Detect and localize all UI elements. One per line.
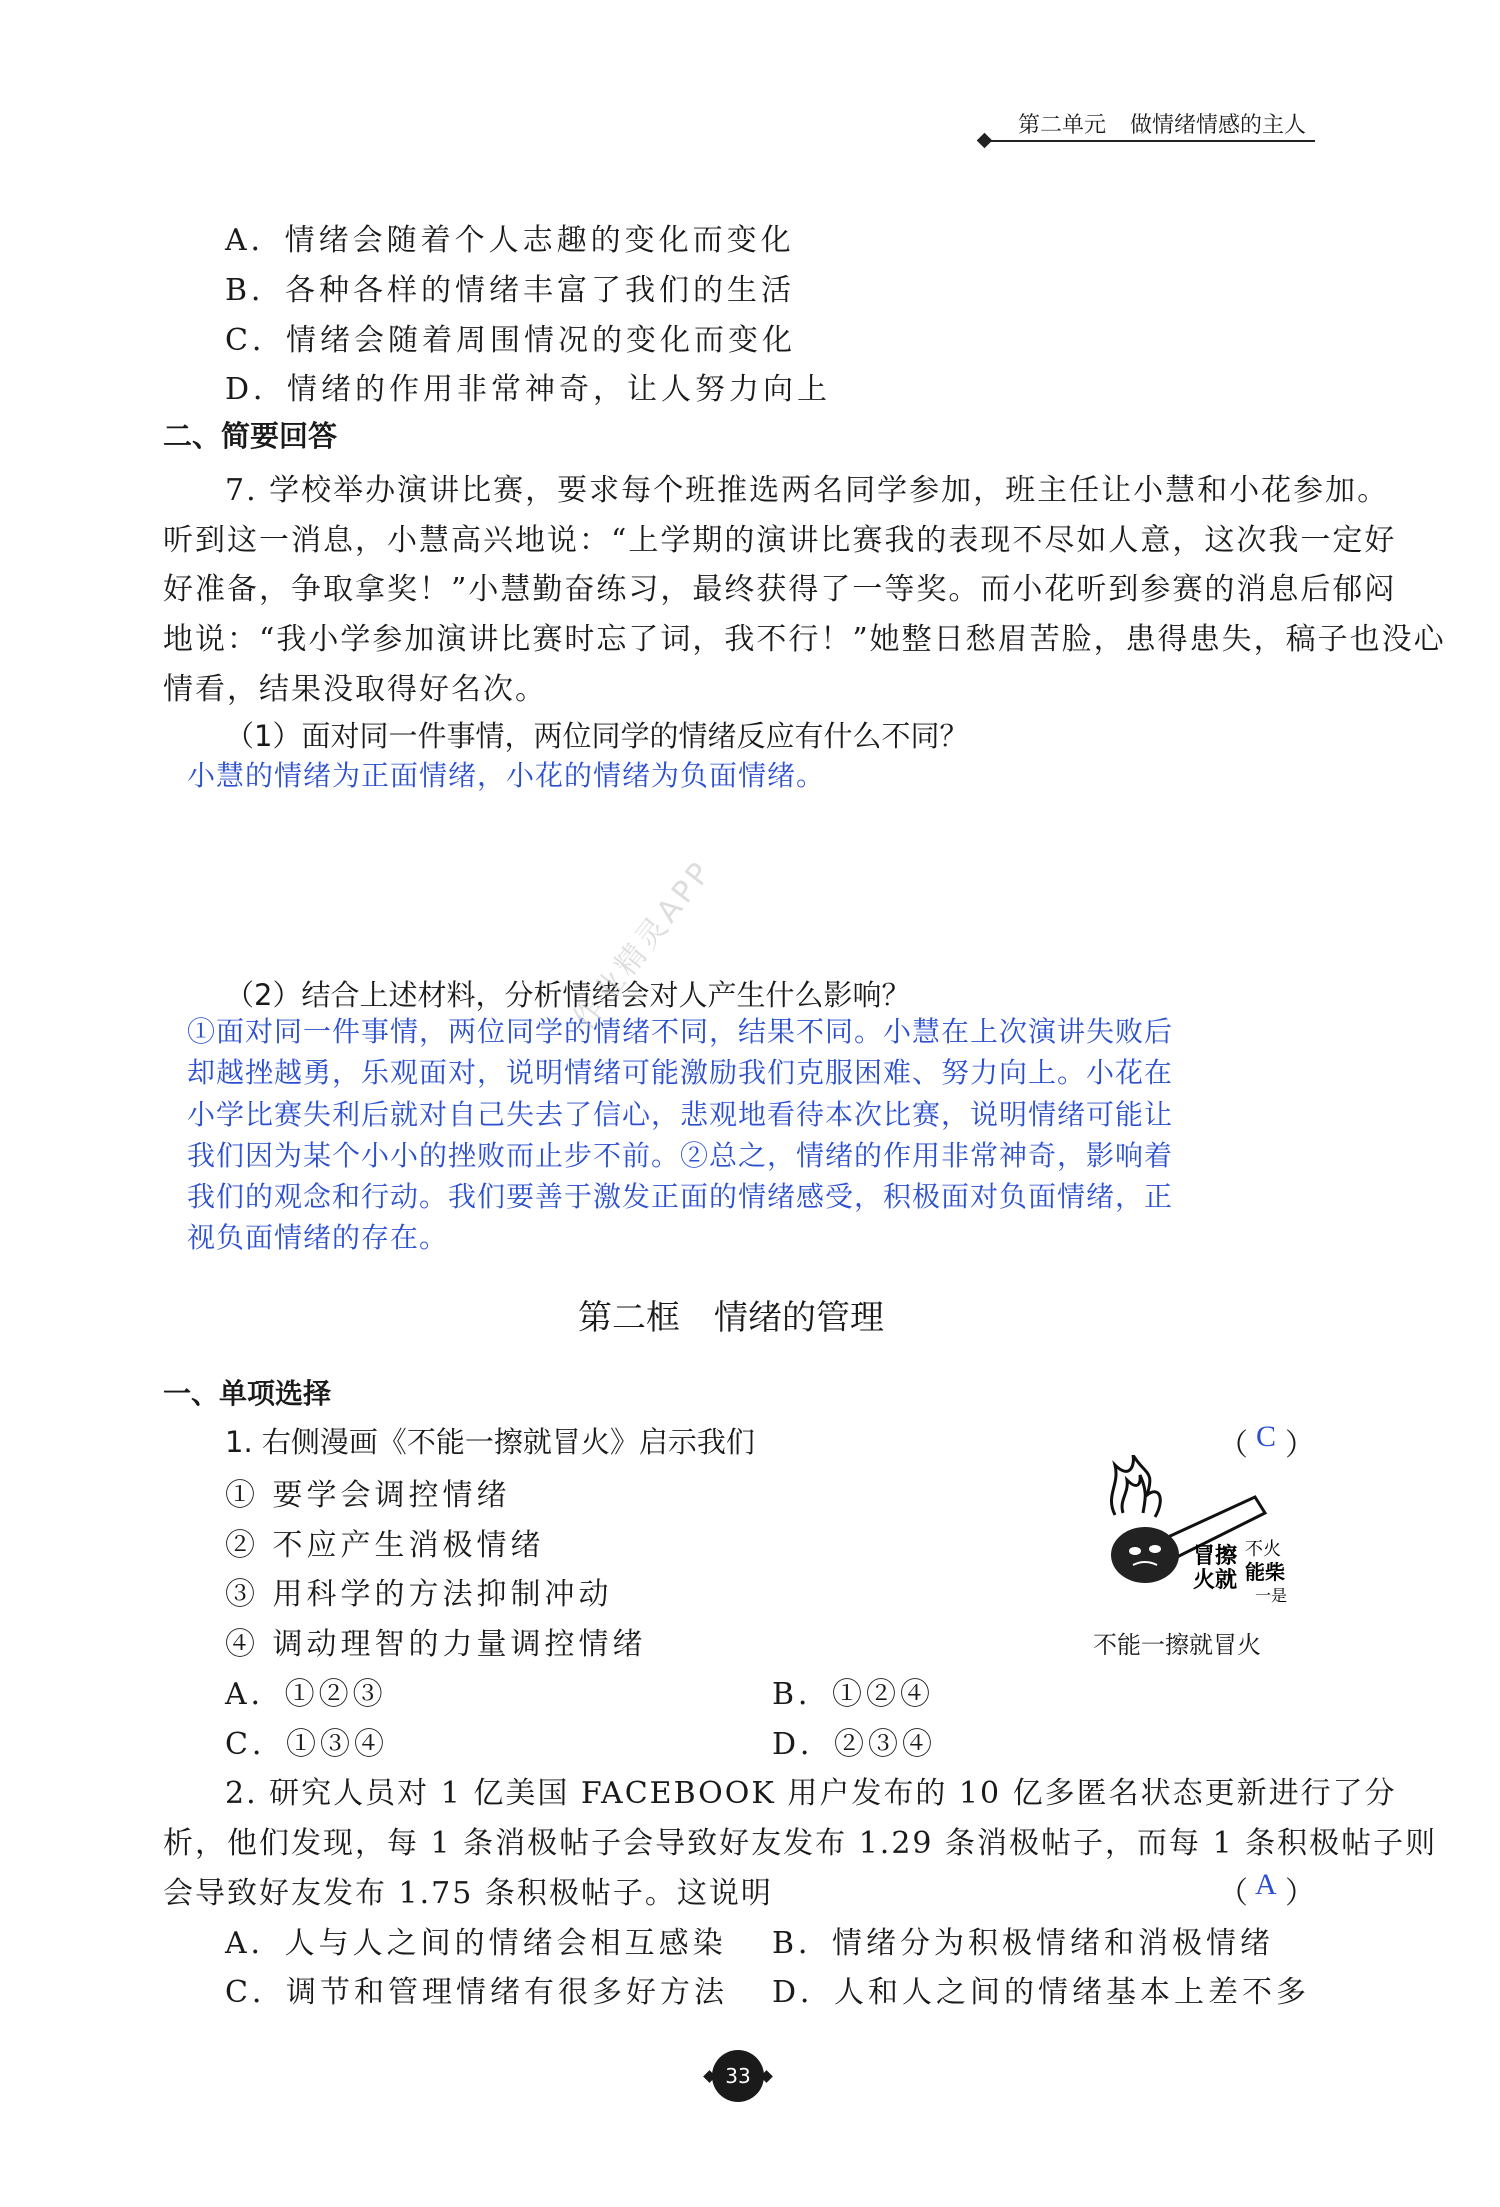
prev-option-c: C．情绪会随着周围情况的变化而变化 (225, 323, 796, 358)
prev-option-b: B．各种各样的情绪丰富了我们的生活 (225, 273, 796, 308)
q2-option-b: B．情绪分为积极情绪和消极情绪 (772, 1926, 1275, 1961)
q2-option-a: A．人与人之间的情绪会相互感染 (225, 1926, 727, 1961)
cartoon-text-3: 不火 (1245, 1539, 1281, 1560)
q7-line-5: 情看，结果没取得好名次。 (163, 672, 547, 707)
match-cartoon (1085, 1455, 1315, 1605)
q2-answer: A (1255, 1868, 1277, 1901)
header-title: 做情绪情感的主人 (1130, 113, 1307, 138)
q7-line-2: 听到这一消息，小慧高兴地说：“上学期的演讲比赛我的表现不尽如人意，这次我一定好 (163, 523, 1397, 558)
q7-line-1: 7. 学校举办演讲比赛，要求每个班推选两名同学参加，班主任让小慧和小花参加。 (225, 473, 1390, 508)
q7-answer2-line-4: 我们因为某个小小的挫败而止步不前。②总之，情绪的作用非常神奇，影响着 (187, 1139, 1174, 1172)
q2-paren-close: ） (1285, 1876, 1317, 1911)
q1-option-c: C．①③④ (225, 1727, 388, 1762)
q7-answer2-line-2: 却越挫越勇，乐观面对，说明情绪可能激励我们克服困难、努力向上。小花在 (187, 1056, 1174, 1089)
header-unit: 第二单元 (1018, 113, 1107, 138)
q2-line-1: 2. 研究人员对 1 亿美国 FACEBOOK 用户发布的 10 亿多匿名状态更新进行了分 (225, 1776, 1397, 1811)
q7-line-4: 地说：“我小学参加演讲比赛时忘了词，我不行！”她整日愁眉苦脸，患得患失，稿子也没心 (163, 622, 1446, 657)
cartoon-caption: 不能一擦就冒火 (1093, 1631, 1261, 1659)
cartoon-text-5: 一是 (1255, 1586, 1288, 1605)
prev-option-d: D．情绪的作用非常神奇，让人努力向上 (225, 372, 832, 407)
header-diamond-icon (977, 133, 993, 149)
q7-answer1: 小慧的情绪为正面情绪，小花的情绪为负面情绪。 (187, 759, 826, 792)
q7-answer2-line-6: 视负面情绪的存在。 (187, 1221, 449, 1254)
q1-option-d: D．②③④ (772, 1727, 937, 1762)
cartoon-text-1: 冒擦 (1193, 1544, 1238, 1569)
q1-item-3: ③ 用科学的方法抑制冲动 (225, 1577, 613, 1612)
header-rule (985, 140, 1315, 142)
lesson-title: 第二框 情绪的管理 (578, 1298, 884, 1338)
q2-line-2: 析，他们发现，每 1 条消极帖子会导致好友发布 1.29 条消极帖子，而每 1 条积极帖子则 (163, 1826, 1438, 1861)
q2-paren-open: （ (1218, 1876, 1250, 1911)
watermark: 作业精灵APP (566, 853, 720, 1037)
section2-heading: 二、简要回答 (163, 419, 338, 453)
q1-item-2: ② 不应产生消极情绪 (225, 1528, 545, 1563)
q1-item-1: ① 要学会调控情绪 (225, 1478, 511, 1513)
cartoon-text-4: 能柴 (1245, 1560, 1285, 1584)
q2-option-d: D．人和人之间的情绪基本上差不多 (772, 1975, 1311, 2010)
q7-sub2: （2）结合上述材料，分析情绪会对人产生什么影响？ (225, 978, 911, 1012)
section1-heading: 一、单项选择 (163, 1377, 332, 1410)
q2-line-3: 会导致好友发布 1.75 条积极帖子。这说明 (163, 1876, 773, 1911)
q1-paren-open: （ (1218, 1428, 1250, 1463)
q1-option-a: A．①②③ (225, 1677, 387, 1712)
cartoon-text-2: 火就 (1193, 1568, 1238, 1593)
q1-stem: 1. 右侧漫画《不能一擦就冒火》启示我们 (225, 1425, 755, 1459)
prev-option-a: A．情绪会随着个人志趣的变化而变化 (225, 223, 795, 258)
q7-line-3: 好准备，争取拿奖！”小慧勤奋练习，最终获得了一等奖。而小花听到参赛的消息后郁闷 (163, 572, 1397, 607)
q1-answer: C (1256, 1420, 1277, 1453)
q2-option-c: C．调节和管理情绪有很多好方法 (225, 1975, 728, 2010)
q1-item-4: ④ 调动理智的力量调控情绪 (225, 1627, 647, 1662)
q1-paren-close: ） (1285, 1428, 1317, 1463)
q7-answer2-line-5: 我们的观念和行动。我们要善于激发正面的情绪感受，积极面对负面情绪，正 (187, 1180, 1174, 1213)
q7-sub1: （1）面对同一件事情，两位同学的情绪反应有什么不同？ (225, 719, 969, 753)
page-number: 33 (712, 2050, 764, 2102)
q1-option-b: B．①②④ (772, 1677, 935, 1712)
q7-answer2-line-3: 小学比赛失利后就对自己失去了信心，悲观地看待本次比赛，说明情绪可能让 (187, 1098, 1174, 1131)
q7-answer2-line-1: ①面对同一件事情，两位同学的情绪不同，结果不同。小慧在上次演讲失败后 (187, 1015, 1174, 1048)
